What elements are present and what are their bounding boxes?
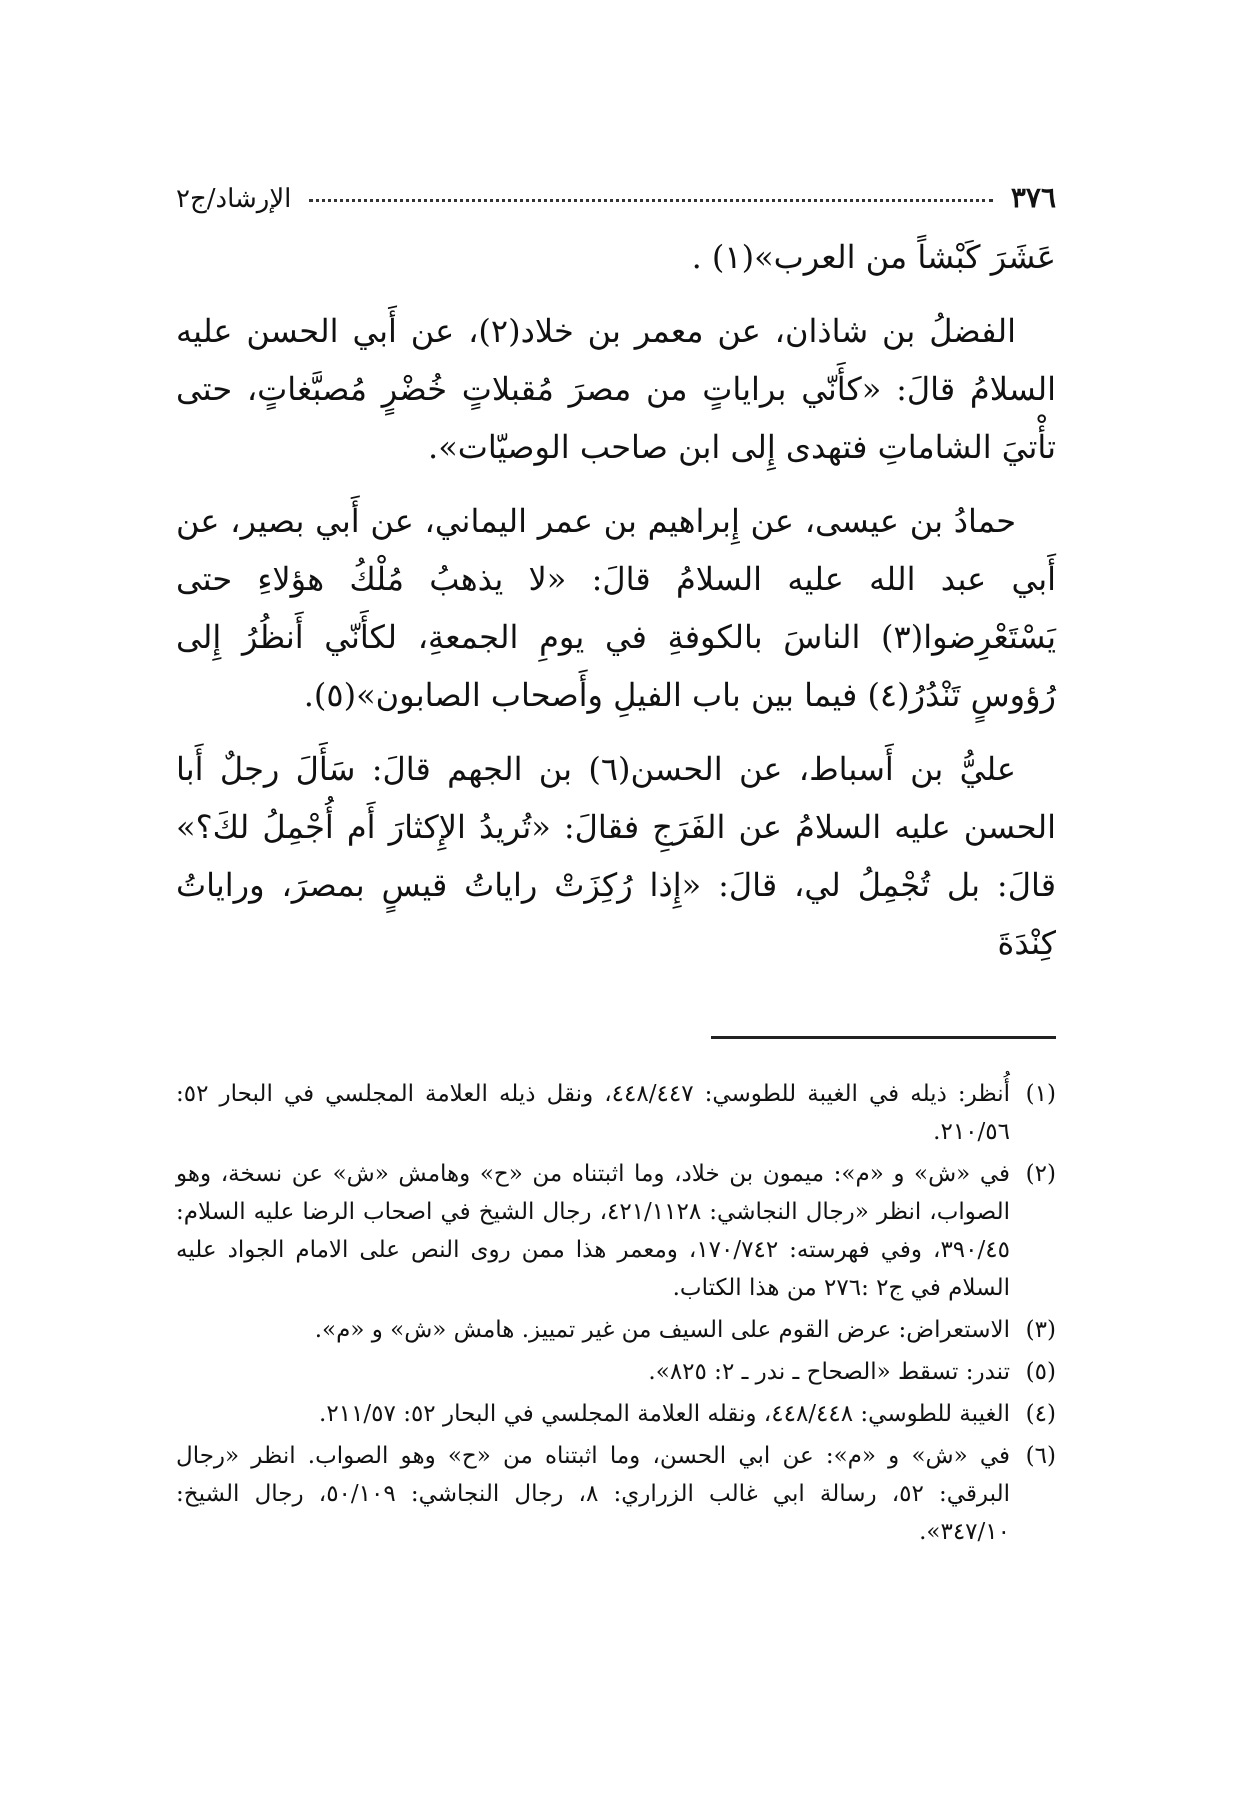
footnote-number: (٣) (1025, 1317, 1056, 1343)
footnote (176, 1155, 1056, 1307)
footnote-text: في «ش» و «م»: ميمون بن خلاد، وما اثبتناه من «ح» وهامش «ش» عن نسخة، وهو الصواب، انظر «رجال النجاشي: ٤٢١/١١٢٨، رجال الشيخ في اصحاب الرضا عليه السلام: ٣٩٠/٤٥، وفي فهرسته: ١٧٠/٧٤٢، ومعمر هذا ممن روى النص على الامام الجواد عليه السلام في ج٢ :٢٧٦ من هذا الكتاب. (176, 1161, 1010, 1301)
footnotes (176, 1075, 1056, 1551)
footnote (176, 1395, 1056, 1433)
main-text (176, 228, 1056, 972)
footnote (176, 1311, 1056, 1349)
footnote-number: (٤) (1025, 1401, 1056, 1427)
paragraph: حمادُ بن عيسى، عن إِبراهيم بن عمر اليماني، عن أَبي بصير، عن أَبي عبد الله عليه السلامُ قالَ: «لا يذهبُ مُلْكُ هؤلاءِ حتى يَسْتَعْرِضوا(٣) الناسَ بالكوفةِ في يومِ الجمعةِ، لكأَنّي أَنظُرُ إِلى رُؤوسٍ تَنْدُرُ(٤) فيما بين باب الفيلِ وأَصحاب الصابون»(٥). (176, 502, 1056, 714)
paragraph: عَشَرَ كَبْشاً من العرب»(١) . (691, 238, 1056, 276)
footnote-number: (٦) (1025, 1443, 1056, 1469)
footnote-separator (711, 1036, 1056, 1039)
footnote-number: (١) (1025, 1081, 1056, 1107)
page-number: ٣٧٦ (1010, 181, 1056, 214)
paragraph: الفضلُ بن شاذان، عن معمر بن خلاد(٢)، عن أَبي الحسن عليه السلامُ قالَ: «كأَنّي براياتٍ من مصرَ مُقبلاتٍ خُضْرٍ مُصبَّغاتٍ، حتى تأْتيَ الشاماتِ فتهدى إِلى ابن صاحب الوصيّات». (176, 312, 1056, 466)
footnote (176, 1075, 1056, 1151)
footnote-text: في «ش» و «م»: عن ابي الحسن، وما اثبتناه من «ح» وهو الصواب. انظر «رجال البرقي: ٥٢، رسالة ابي غالب الزراري: ٨، رجال النجاشي: ٥٠/١٠٩، رجال الشيخ: ٣٤٧/١٠». (176, 1443, 1010, 1545)
footnote-text: تندر: تسقط «الصحاح ـ ندر ـ ٢: ٨٢٥». (648, 1359, 1010, 1385)
footnote-text: الاستعراض: عرض القوم على السيف من غير تمييز. هامش «ش» و «م». (314, 1317, 1010, 1343)
footnote-text: الغيبة للطوسي: ٤٤٨/٤٤٨، ونقله العلامة المجلسي في البحار ٥٢: ٢١١/٥٧. (319, 1401, 1010, 1427)
header-dotted-leader (309, 199, 992, 202)
footnote-number: (٢) (1025, 1161, 1056, 1187)
running-title: الإرشاد/ج٢ (176, 184, 292, 214)
page-header (176, 170, 1056, 214)
footnote-number: (٥) (1025, 1359, 1056, 1385)
page (176, 170, 1056, 1555)
footnote (176, 1437, 1056, 1551)
footnote-text: أُنظر: ذيله في الغيبة للطوسي: ٤٤٨/٤٤٧، ونقل ذيله العلامة المجلسي في البحار ٥٢: ٢١٠/٥٦. (176, 1081, 1010, 1145)
footnote (176, 1353, 1056, 1391)
paragraph: عليُّ بن أَسباط، عن الحسن(٦) بن الجهم قالَ: سَأَلَ رجلٌ أَبا الحسن عليه السلامُ عن الفَرَجِ فقالَ: «تُريدُ الإِكثارَ أَم أُجْمِلُ لكَ؟» قالَ: بل تُجْمِلُ لي، قالَ: «إِذا رُكِزَتْ راياتُ قيسٍ بمصرَ، وراياتُ كِنْدَةَ (176, 750, 1056, 962)
